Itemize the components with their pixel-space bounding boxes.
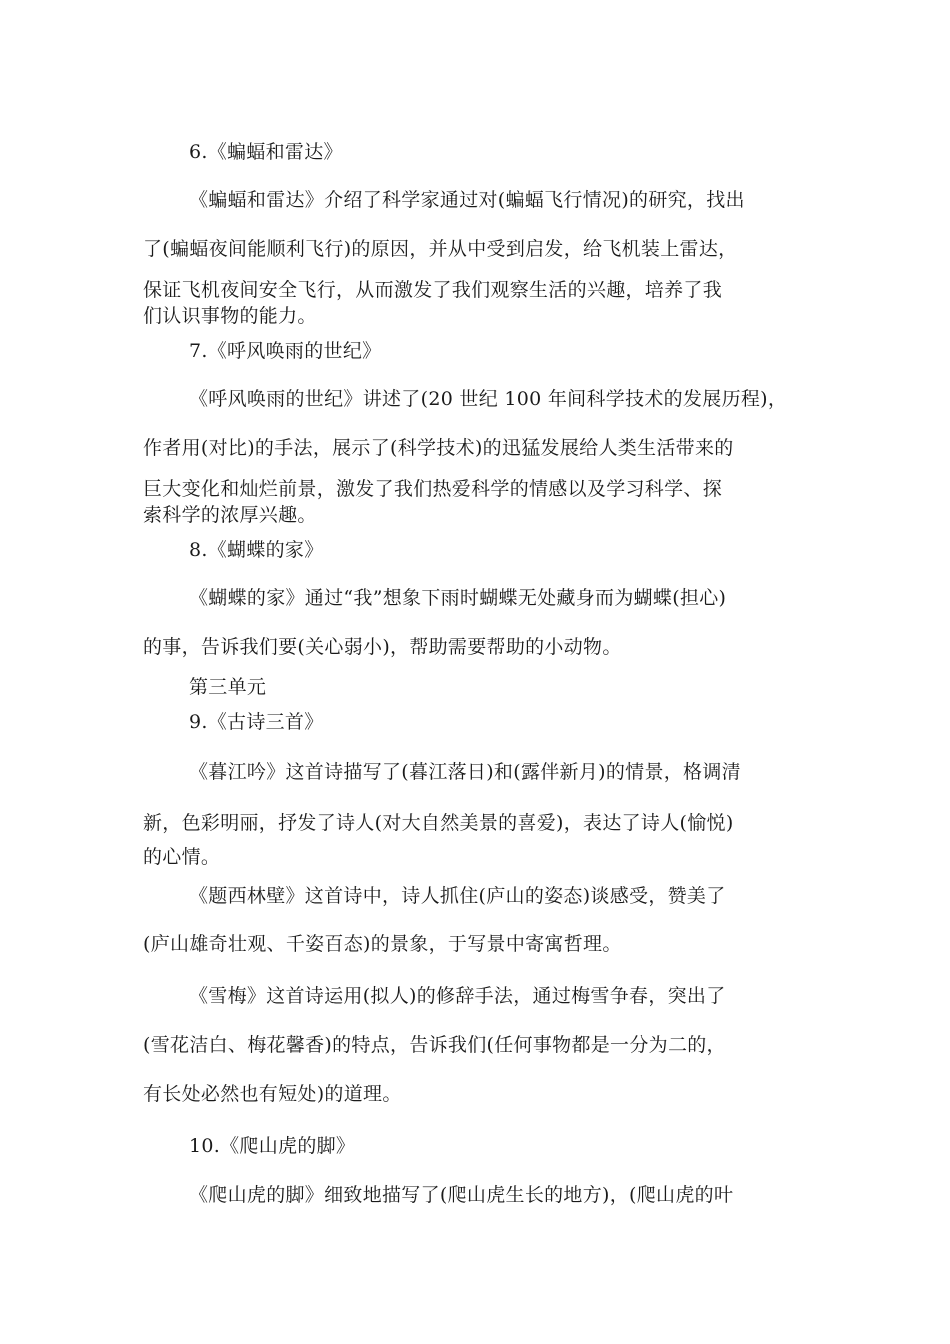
unit-heading: 第三单元 [189,676,267,698]
paragraph-line: 《蝴蝶的家》通过“我”想象下雨时蝴蝶无处藏身而为蝴蝶(担心) [189,587,727,609]
paragraph-line: (庐山雄奇壮观、千姿百态)的景象，于写景中寄寓哲理。 [143,933,622,955]
paragraph-line: 《暮江吟》这首诗描写了(暮江落日)和(露伴新月)的情景，格调清 [189,761,741,783]
section-heading-7: 7.《呼风唤雨的世纪》 [189,340,382,362]
section-heading-8: 8.《蝴蝶的家》 [189,539,324,561]
paragraph-line: 《蝙蝠和雷达》介绍了科学家通过对(蝙蝠飞行情况)的研究，找出 [189,189,745,211]
paragraph-line: 《爬山虎的脚》细致地描写了(爬山虎生长的地方)，(爬山虎的叶 [189,1184,734,1206]
paragraph-line: 作者用(对比)的手法，展示了(科学技术)的迅猛发展给人类生活带来的 [143,437,734,459]
paragraph-line: (雪花洁白、梅花馨香)的特点，告诉我们(任何事物都是一分为二的， [143,1034,726,1056]
section-heading-10: 10.《爬山虎的脚》 [189,1135,356,1157]
paragraph-line: 了(蝙蝠夜间能顺利飞行)的原因，并从中受到启发，给飞机装上雷达， [143,238,738,260]
section-heading-6: 6.《蝙蝠和雷达》 [189,141,343,163]
paragraph-line: 《题西林壁》这首诗中，诗人抓住(庐山的姿态)谈感受，赞美了 [189,885,726,907]
paragraph-line: 《呼风唤雨的世纪》讲述了(20 世纪 100 年间科学技术的发展历程)， [189,388,788,410]
paragraph-line: 《雪梅》这首诗运用(拟人)的修辞手法，通过梅雪争春，突出了 [189,985,726,1007]
paragraph-line: 们认识事物的能力。 [143,305,317,327]
paragraph-line: 有长处必然也有短处)的道理。 [143,1083,402,1105]
paragraph-line: 的心情。 [143,846,221,868]
paragraph-line: 索科学的浓厚兴趣。 [143,504,317,526]
paragraph-line: 的事，告诉我们要(关心弱小)，帮助需要帮助的小动物。 [143,636,622,658]
section-heading-9: 9.《古诗三首》 [189,711,324,733]
paragraph-line: 新，色彩明丽，抒发了诗人(对大自然美景的喜爱)，表达了诗人(愉悦) [143,812,734,834]
paragraph-line: 保证飞机夜间安全飞行，从而激发了我们观察生活的兴趣，培养了我 [143,279,723,301]
paragraph-line: 巨大变化和灿烂前景，激发了我们热爱科学的情感以及学习科学、探 [143,478,723,500]
